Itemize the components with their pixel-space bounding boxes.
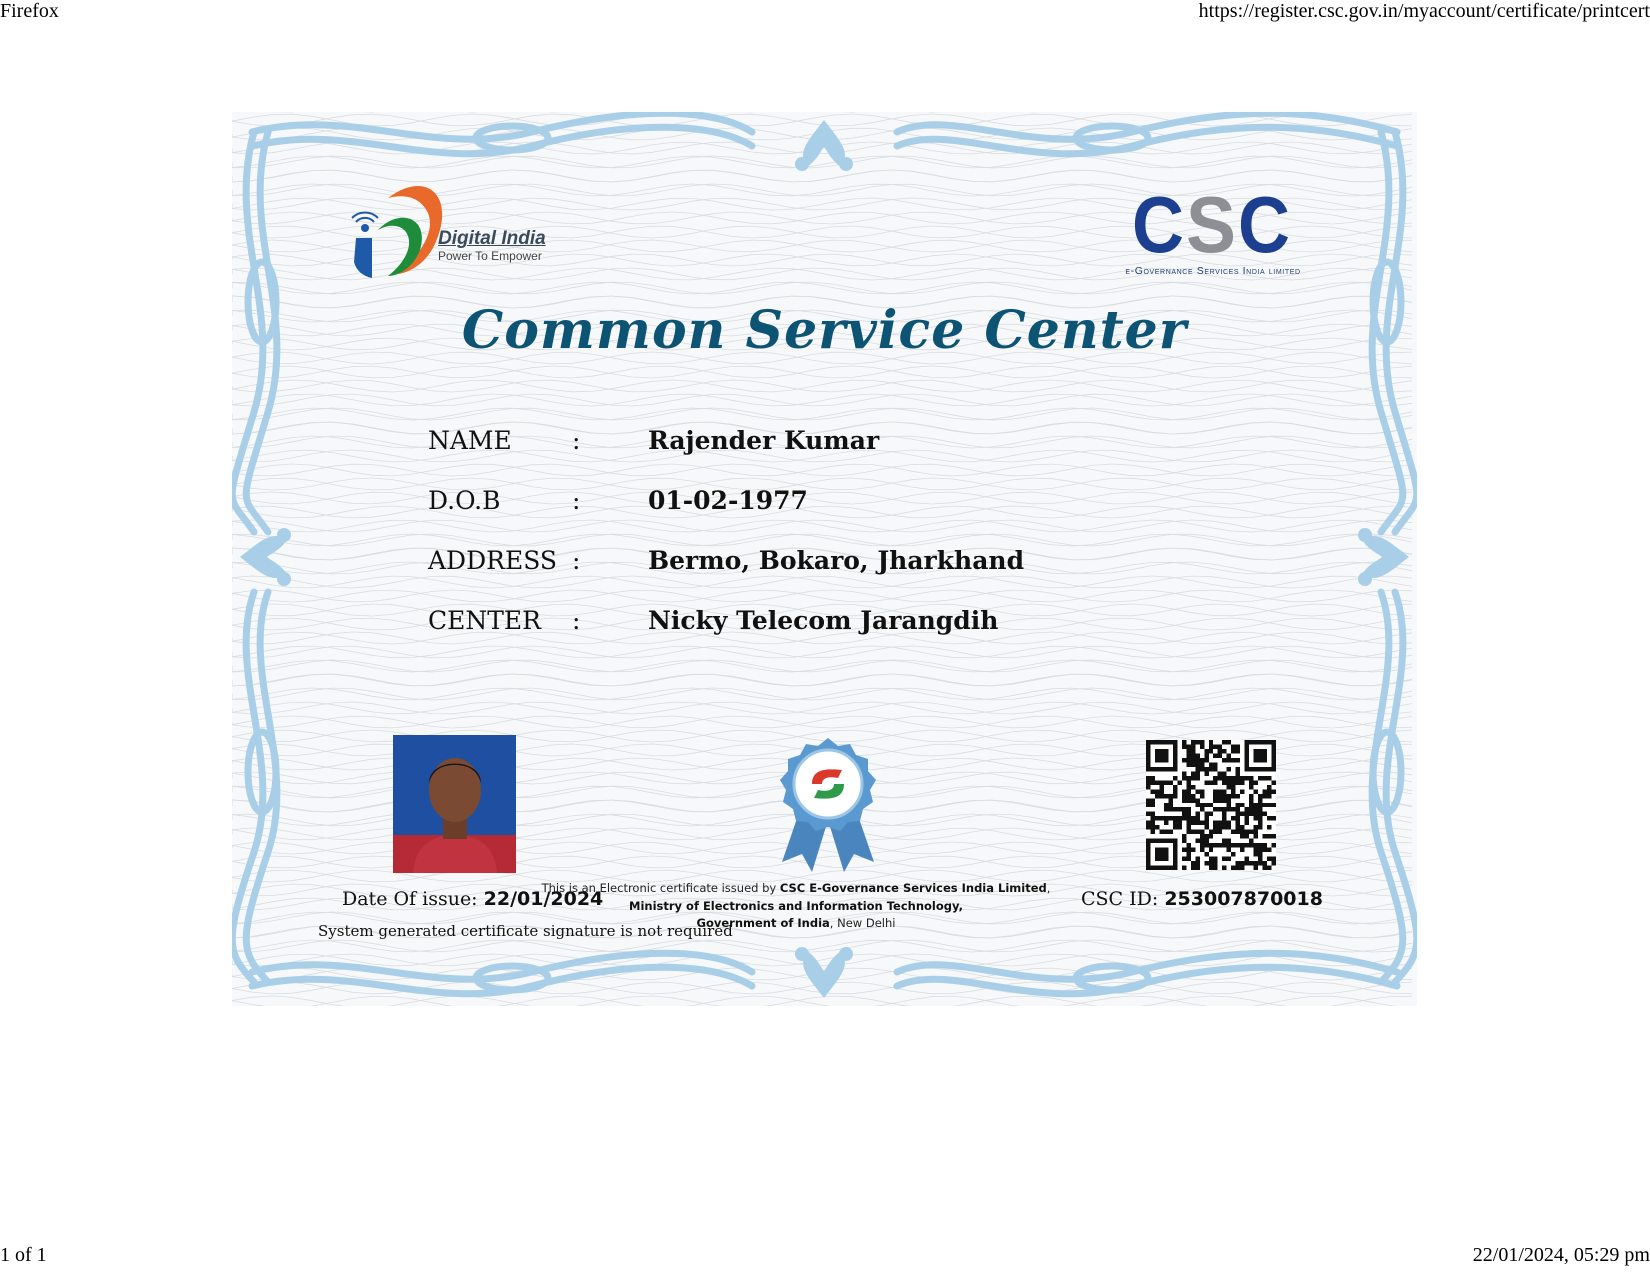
signature-note: System generated certificate signature is not required: [318, 922, 733, 940]
issuer-org: CSC E-Governance Services India Limited: [779, 881, 1047, 895]
dob-label: D.O.B: [428, 486, 501, 515]
svg-text:S: S: [1186, 188, 1236, 260]
issuer-statement: [532, 880, 1060, 933]
address-label: ADDRESS: [428, 546, 558, 575]
svg-text:C: C: [1238, 188, 1290, 260]
svg-text:C: C: [1132, 188, 1184, 260]
certificate-title: Common Service Center: [461, 300, 1188, 361]
certificate: [232, 112, 1417, 1006]
csc-id: [1062, 888, 1342, 910]
center-colon: :: [572, 606, 581, 635]
name-colon: :: [572, 426, 581, 455]
csc-subtitle: e-Governance Services India limited: [1125, 265, 1301, 277]
csc-id-label: CSC ID:: [1081, 888, 1159, 910]
issuer-government: Government of India: [696, 916, 830, 930]
qr-code: [1146, 740, 1276, 870]
issuer-city: , New Delhi: [829, 916, 896, 930]
dob-colon: :: [572, 486, 581, 515]
name-value: Rajender Kumar: [648, 426, 880, 455]
csc-id-value: 253007870018: [1164, 888, 1323, 910]
digital-india-title: Digital India: [438, 228, 546, 249]
name-label: NAME: [428, 426, 512, 455]
print-footer-datetime: 22/01/2024, 05:29 pm: [1472, 1244, 1650, 1266]
address-colon: :: [572, 546, 581, 575]
print-header-app: Firefox: [0, 0, 59, 22]
issuer-line1-suffix: ,: [1046, 881, 1051, 895]
digital-india-tagline: Power To Empower: [438, 249, 542, 263]
issue-label: Date Of issue:: [342, 888, 478, 910]
issue-date: 22/01/2024: [483, 888, 604, 910]
issuer-ministry: Ministry of Electronics and Information Technology,: [629, 898, 963, 913]
center-label: CENTER: [428, 606, 542, 635]
print-header-url: https://register.csc.gov.in/myaccount/certificate/printcert: [1198, 0, 1650, 22]
holder-photo: [393, 735, 516, 873]
print-footer-page: 1 of 1: [0, 1244, 47, 1266]
address-value: Bermo, Bokaro, Jharkhand: [648, 546, 1025, 575]
award-ribbon-icon: [772, 734, 884, 874]
center-value: Nicky Telecom Jarangdih: [648, 606, 999, 635]
csc-logo: [1132, 188, 1292, 260]
issuer-line1-prefix: This is an Electronic certificate issued by: [541, 881, 780, 895]
dob-value: 01-02-1977: [648, 486, 808, 515]
